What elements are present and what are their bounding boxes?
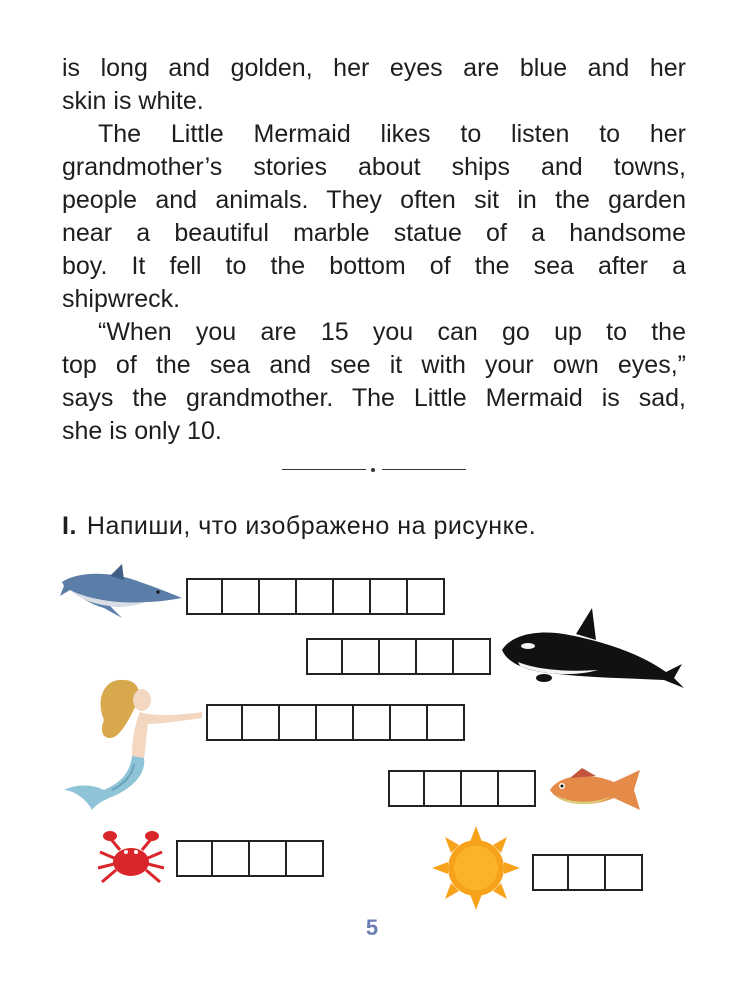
answer-boxes-fish[interactable] [388,770,536,807]
text-line: people and animals. They often sit in the garden [62,186,686,214]
letter-box[interactable] [354,704,391,741]
answer-boxes-killer-whale[interactable] [306,638,491,675]
text-line: skin is white. [62,87,204,115]
task-number: I. [62,512,77,540]
letter-box[interactable] [297,578,334,615]
letter-box[interactable] [532,854,569,891]
letter-box[interactable] [206,704,243,741]
page-number: 5 [365,915,379,940]
letter-box[interactable] [408,578,445,615]
text-line: near a beautiful marble statue of a handsome [62,219,686,247]
letter-box[interactable] [176,840,213,877]
text-line: says the grandmother. The Little Mermaid is sad, [62,384,686,412]
text-line: she is only 10. [62,417,222,445]
letter-box[interactable] [606,854,643,891]
letter-box[interactable] [388,770,425,807]
task-heading [62,512,536,541]
answer-boxes-dolphin[interactable] [186,578,445,615]
mermaid-picture [62,672,212,812]
story-paragraph-1 [62,52,686,118]
killer-whale-picture [498,606,686,690]
letter-box[interactable] [243,704,280,741]
text-line: “When you are 15 you can go up to the [98,318,686,346]
letter-box[interactable] [499,770,536,807]
letter-box[interactable] [343,638,380,675]
text-line: grandmother’s stories about ships and towns, [62,153,686,181]
letter-box[interactable] [334,578,371,615]
crab-picture [96,828,166,888]
letter-box[interactable] [428,704,465,741]
text-line: boy. It fell to the bottom of the sea after a [62,252,686,280]
letter-box[interactable] [223,578,260,615]
story-paragraph-2 [62,118,686,316]
answer-boxes-crab[interactable] [176,840,324,877]
letter-box[interactable] [391,704,428,741]
answer-boxes-sun[interactable] [532,854,643,891]
dolphin-picture [60,560,184,622]
letter-box[interactable] [186,578,223,615]
story-paragraph-3 [62,316,686,448]
letter-box[interactable] [260,578,297,615]
letter-box[interactable] [213,840,250,877]
text-line: top of the sea and see it with your own eyes,” [62,351,686,379]
letter-box[interactable] [569,854,606,891]
letter-box[interactable] [371,578,408,615]
section-divider [282,468,466,472]
sun-picture [432,826,520,910]
letter-box[interactable] [306,638,343,675]
letter-box[interactable] [317,704,354,741]
letter-box[interactable] [425,770,462,807]
letter-box[interactable] [462,770,499,807]
letter-box[interactable] [287,840,324,877]
answer-boxes-mermaid[interactable] [206,704,465,741]
text-line: The Little Mermaid likes to listen to her [98,120,686,148]
letter-box[interactable] [380,638,417,675]
letter-box[interactable] [454,638,491,675]
letter-box[interactable] [250,840,287,877]
text-line: is long and golden, her eyes are blue and her [62,54,686,82]
letter-box[interactable] [417,638,454,675]
text-line: shipwreck. [62,285,181,313]
fish-picture [546,764,650,816]
letter-box[interactable] [280,704,317,741]
task-instruction: Напиши, что изображено на рисунке. [86,512,537,540]
